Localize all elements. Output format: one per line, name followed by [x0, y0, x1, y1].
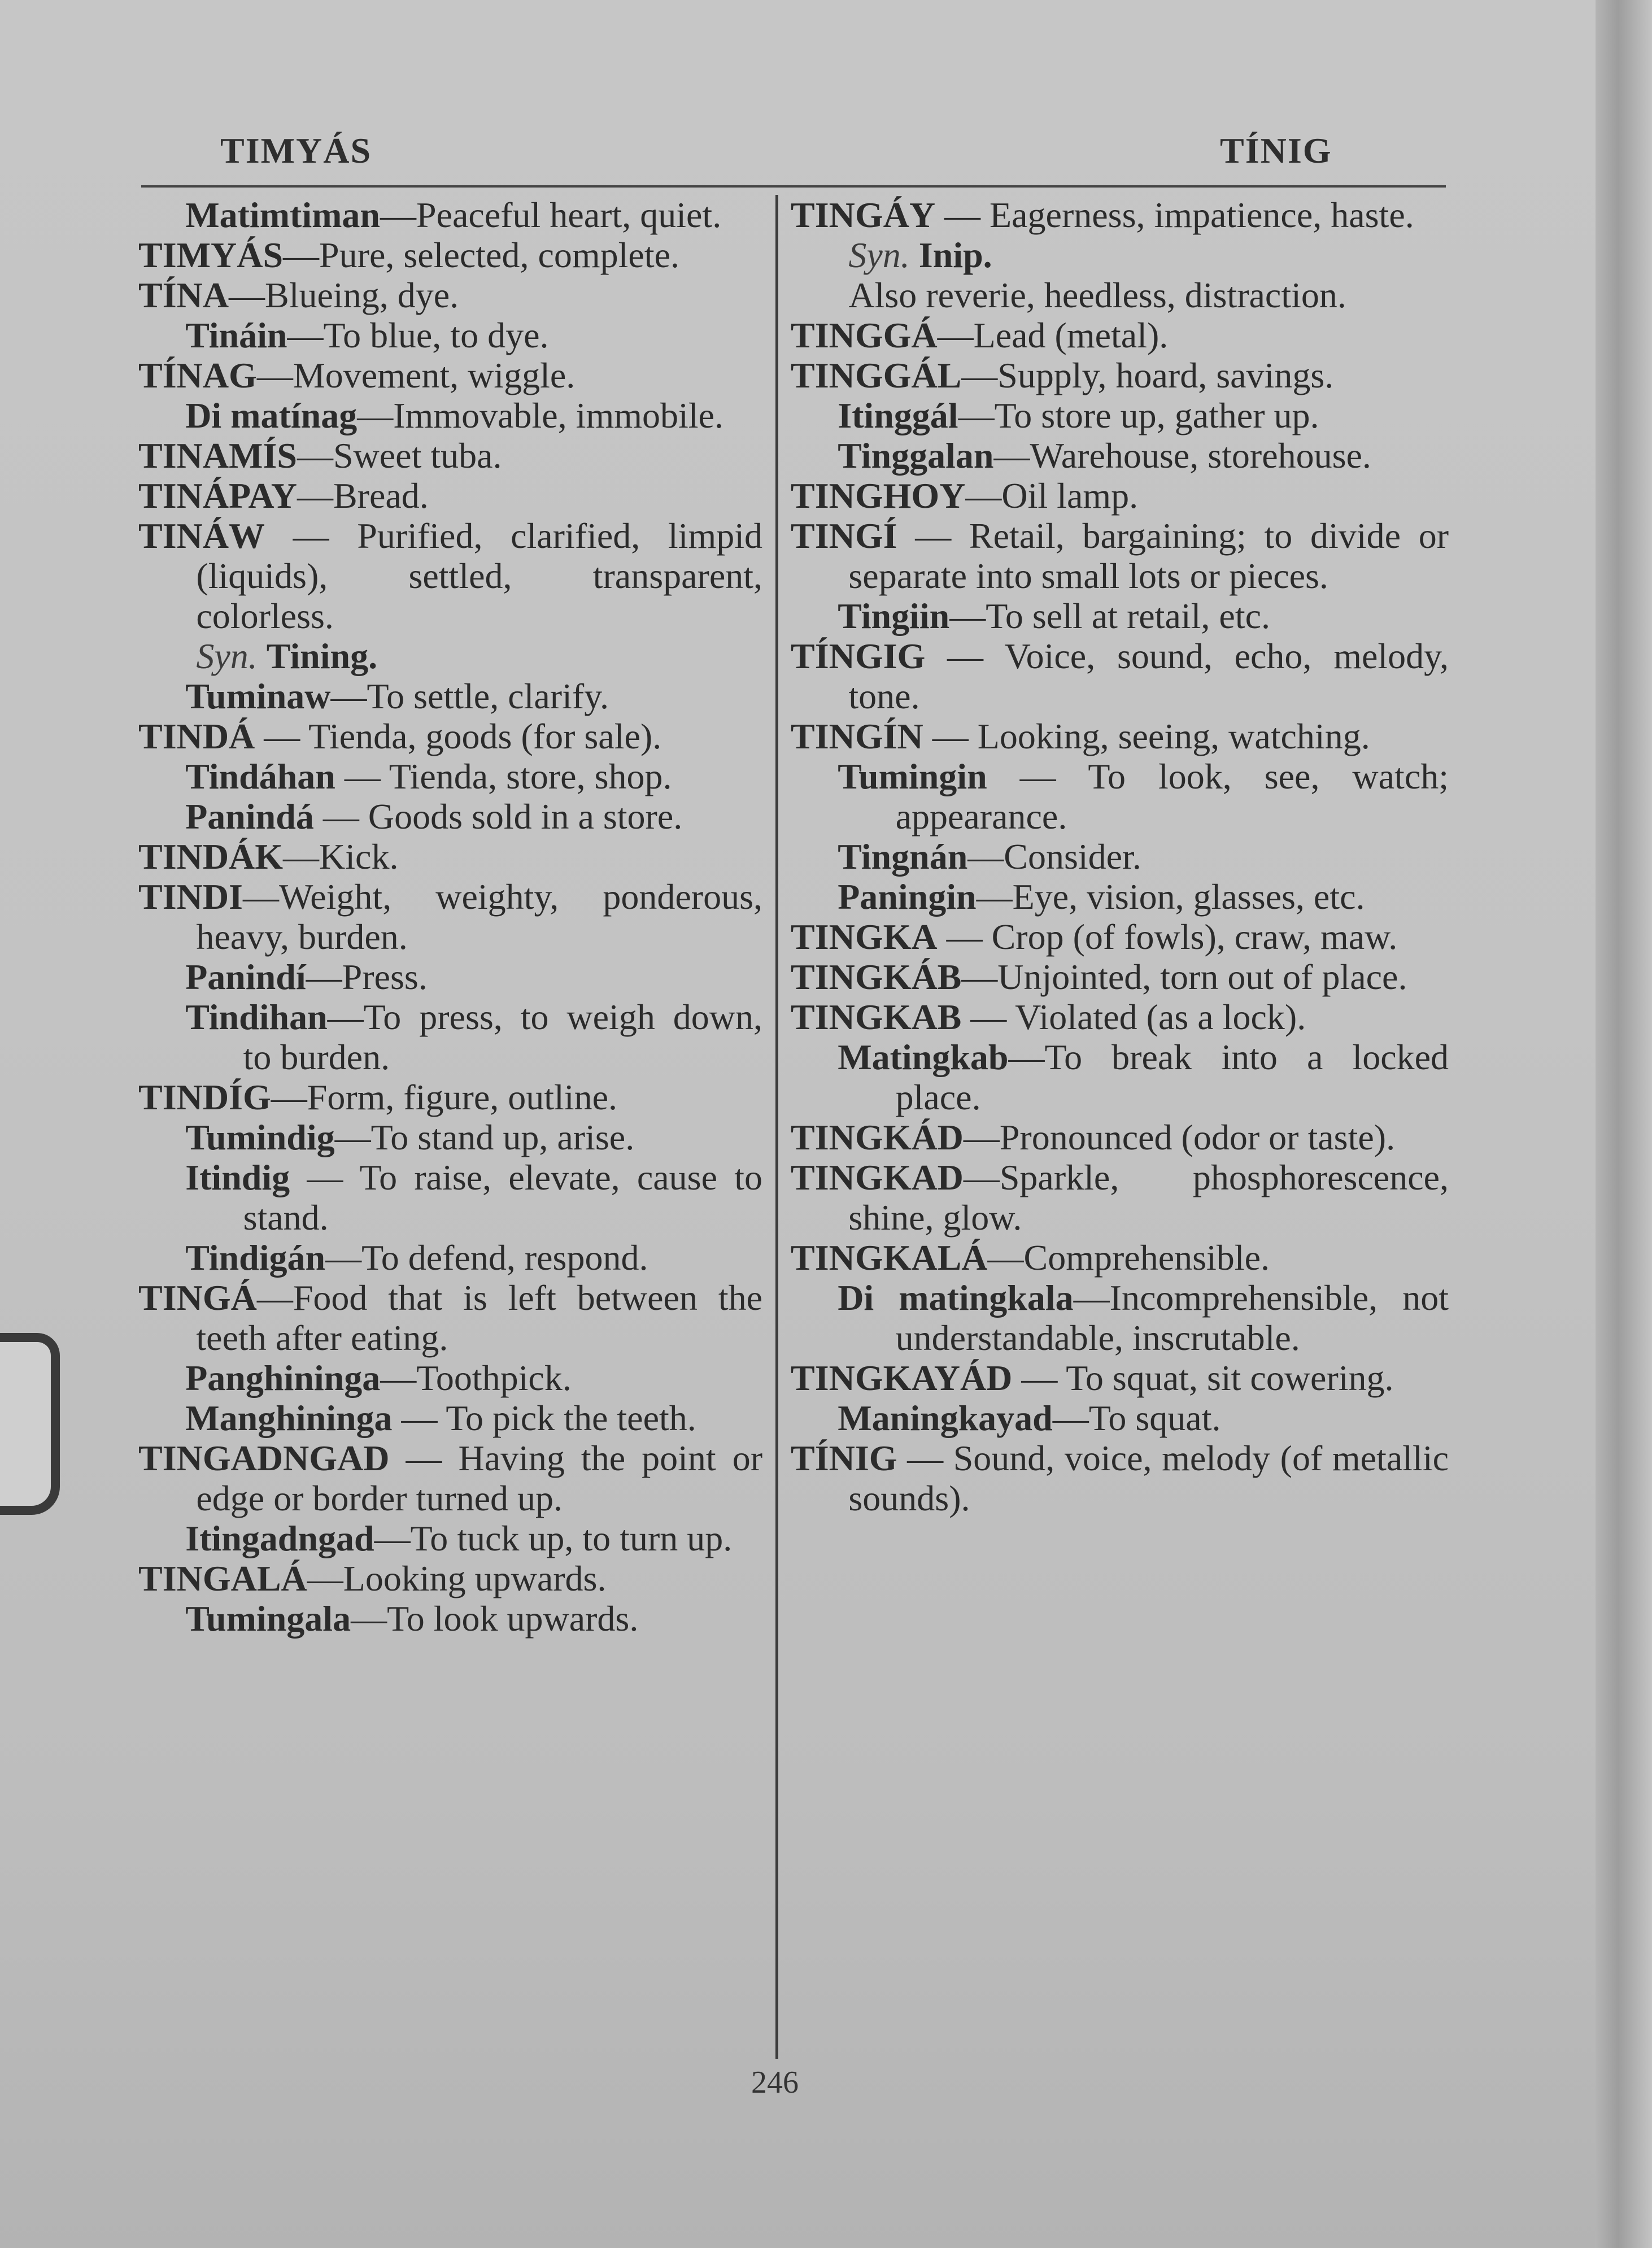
synonym-word: Tining. — [266, 636, 378, 676]
running-header-left: TIMYÁS — [220, 130, 372, 171]
headword: Panghininga — [185, 1358, 381, 1398]
definition: — Violated (as a lock). — [961, 997, 1306, 1037]
subentry — [838, 1278, 1449, 1358]
headword: Itinggál — [838, 395, 958, 435]
headword: Matingkab — [838, 1037, 1009, 1077]
definition: — Having the point or edge or border turned up. — [196, 1438, 762, 1518]
subentry — [838, 837, 1449, 877]
dictionary-entry — [791, 355, 1449, 395]
definition: —Supply, hoard, savings. — [961, 355, 1334, 395]
synonym-line — [196, 636, 762, 676]
subentry — [185, 1358, 762, 1398]
definition: — Looking, seeing, watching. — [923, 716, 1370, 756]
dictionary-entry — [791, 195, 1449, 235]
headword: TÍNGIG — [791, 636, 926, 676]
definition: —Pure, selected, complete. — [283, 235, 679, 275]
headword: TINDÁ — [138, 716, 255, 756]
definition: —Toothpick. — [380, 1358, 572, 1398]
definition: — To look, see, watch; appearance. — [895, 756, 1449, 837]
definition: —Weight, weighty, ponderous, heavy, burden. — [196, 877, 762, 957]
headword: Tináin — [185, 315, 287, 355]
headword: Tumingin — [838, 756, 987, 796]
headword: TINDI — [138, 877, 243, 917]
headword: TINÁPAY — [138, 476, 297, 516]
dictionary-entry — [138, 1438, 762, 1518]
headword: TINGADNGAD — [138, 1438, 390, 1478]
dictionary-entry — [791, 1157, 1449, 1238]
dictionary-entry — [138, 275, 762, 315]
subentry — [185, 1598, 762, 1639]
definition: —To settle, clarify. — [330, 676, 609, 716]
headword: TINGÍN — [791, 716, 923, 756]
dictionary-entry — [791, 476, 1449, 516]
subentry — [185, 957, 762, 997]
dictionary-entry — [138, 476, 762, 516]
definition: —To store up, gather up. — [958, 395, 1319, 435]
entry-note — [848, 275, 1449, 315]
headword: TINGKÁB — [791, 957, 962, 997]
definition: —To squat. — [1052, 1398, 1221, 1438]
headword: TINGHOY — [791, 476, 966, 516]
headword: TINGÁY — [791, 195, 936, 235]
definition: — Voice, sound, echo, melody, tone. — [848, 636, 1449, 716]
dictionary-entry — [791, 516, 1449, 596]
definition: — Tienda, goods (for sale). — [255, 716, 662, 756]
definition: —Food that is left between the teeth after eating. — [196, 1278, 762, 1358]
definition: —Looking upwards. — [307, 1558, 607, 1598]
definition: — Goods sold in a store. — [313, 796, 683, 837]
dictionary-entry — [138, 877, 762, 957]
subentry — [185, 1518, 762, 1558]
definition: — Crop (of fowls), craw, maw. — [937, 917, 1398, 957]
definition: — To pick the teeth. — [392, 1398, 696, 1438]
definition: —Eye, vision, glasses, etc. — [976, 877, 1365, 917]
synonym-line — [848, 235, 1449, 275]
headword: Panindá — [185, 796, 314, 837]
subentry — [838, 1037, 1449, 1117]
headword: Paningin — [838, 877, 977, 917]
headword: Tumindig — [185, 1117, 335, 1157]
definition: —Bread. — [297, 476, 429, 516]
subentry — [185, 1398, 762, 1438]
synonym-label: Syn. — [196, 636, 258, 676]
dictionary-entry — [791, 997, 1449, 1037]
headword: TINDÁK — [138, 837, 284, 877]
headword: Tinggalan — [838, 435, 994, 476]
dictionary-entry — [791, 315, 1449, 355]
definition: —To break into a locked place. — [895, 1037, 1449, 1117]
headword: Matimtiman — [185, 195, 380, 235]
headword: TINGKAB — [791, 997, 962, 1037]
definition: — To raise, elevate, cause to stand. — [243, 1157, 762, 1238]
headword: TIMYÁS — [138, 235, 284, 275]
dictionary-entry — [791, 716, 1449, 756]
note-text: Also reverie, heedless, distraction. — [848, 275, 1346, 315]
definition: —To stand up, arise. — [334, 1117, 635, 1157]
headword: TINAMÍS — [138, 435, 297, 476]
headword: TÍNIG — [791, 1438, 897, 1478]
headword: Di matínag — [185, 395, 358, 435]
dictionary-entry — [138, 1558, 762, 1598]
page-number: 246 — [751, 2065, 799, 2100]
definition: —Form, figure, outline. — [271, 1077, 617, 1117]
definition: —To look upwards. — [351, 1598, 639, 1639]
subentry — [185, 997, 762, 1077]
definition: — Tienda, store, shop. — [335, 756, 672, 796]
subentry — [185, 315, 762, 355]
definition: — Retail, bargaining; to divide or separate into small lots or pieces. — [848, 516, 1449, 596]
headword: TÍNAG — [138, 355, 257, 395]
definition: —Kick. — [283, 837, 399, 877]
headword: TINGKAD — [791, 1157, 964, 1197]
subentry — [185, 676, 762, 716]
definition: —Incomprehensible, not understandable, inscrutable. — [895, 1278, 1449, 1358]
headword: TINÁW — [138, 516, 265, 556]
dictionary-entry — [791, 917, 1449, 957]
subentry — [838, 395, 1449, 435]
definition: —Press. — [306, 957, 428, 997]
dictionary-entry — [138, 1278, 762, 1358]
headword: TINGGÁ — [791, 315, 938, 355]
headword: Di matingkala — [838, 1278, 1074, 1318]
subentry — [838, 877, 1449, 917]
headword: TINGKÁD — [791, 1117, 964, 1157]
definition: —Comprehensible. — [987, 1238, 1270, 1278]
headword: TINDÍG — [138, 1077, 271, 1117]
definition: —Movement, wiggle. — [256, 355, 576, 395]
book-spine-shadow — [1596, 0, 1652, 2248]
definition: —To blue, to dye. — [287, 315, 549, 355]
headword: Tindihan — [185, 997, 328, 1037]
dictionary-entry — [791, 1117, 1449, 1157]
definition: —Immovable, immobile. — [357, 395, 723, 435]
definition: —Unjointed, torn out of place. — [961, 957, 1407, 997]
headword: TINGKA — [791, 917, 938, 957]
headword: Tingnán — [838, 837, 968, 877]
definition: —To press, to weigh down, to burden. — [243, 997, 762, 1077]
definition: —Peaceful heart, quiet. — [380, 195, 722, 235]
definition: —Consider. — [967, 837, 1141, 877]
headword: Panindí — [185, 957, 306, 997]
dictionary-entry — [138, 837, 762, 877]
definition: —To defend, respond. — [325, 1238, 648, 1278]
headword: Tuminaw — [185, 676, 331, 716]
column-divider — [775, 195, 778, 2059]
headword: TÍNA — [138, 275, 229, 315]
headword: Maningkayad — [838, 1398, 1053, 1438]
synonym-label: Syn. — [848, 235, 910, 275]
headword: Tumingala — [185, 1598, 351, 1639]
definition: — To squat, sit cowering. — [1012, 1358, 1394, 1398]
headword: Manghininga — [185, 1398, 393, 1438]
headword: TINGÍ — [791, 516, 897, 556]
dictionary-entry — [138, 1077, 762, 1117]
headword: TINGKAYÁD — [791, 1358, 1013, 1398]
subentry — [185, 395, 762, 435]
headword: TINGGÁL — [791, 355, 962, 395]
dictionary-entry — [138, 435, 762, 476]
dictionary-entry — [138, 516, 762, 636]
dictionary-entry — [791, 1438, 1449, 1518]
definition: — Eagerness, impatience, haste. — [935, 195, 1414, 235]
synonym-word: Inip. — [918, 235, 992, 275]
headword: Itindig — [185, 1157, 290, 1197]
subentry — [185, 195, 762, 235]
running-header-right: TÍNIG — [1220, 130, 1332, 171]
subentry — [185, 1117, 762, 1157]
subentry — [185, 1157, 762, 1238]
definition: —Oil lamp. — [965, 476, 1139, 516]
definition: —Lead (metal). — [937, 315, 1169, 355]
subentry — [185, 1238, 762, 1278]
definition: —Blueing, dye. — [229, 275, 459, 315]
dictionary-entry — [791, 1358, 1449, 1398]
dictionary-entry — [138, 716, 762, 756]
dictionary-entry — [138, 355, 762, 395]
definition: —Pronounced (odor or taste). — [963, 1117, 1396, 1157]
headword: TINGALÁ — [138, 1558, 307, 1598]
dictionary-entry — [791, 957, 1449, 997]
headword: TINGKALÁ — [791, 1238, 988, 1278]
right-column — [791, 195, 1449, 1518]
dictionary-entry — [138, 235, 762, 275]
definition: —To sell at retail, etc. — [949, 596, 1270, 636]
headword: Tindigán — [185, 1238, 326, 1278]
subentry — [838, 596, 1449, 636]
header-rule — [141, 185, 1446, 188]
definition: —To tuck up, to turn up. — [374, 1518, 733, 1558]
subentry — [838, 1398, 1449, 1438]
headword: Itingadngad — [185, 1518, 374, 1558]
subentry — [185, 796, 762, 837]
definition: — Purified, clarified, limpid (liquids), settled, transparent, colorless. — [196, 516, 762, 636]
dictionary-entry — [791, 636, 1449, 716]
left-column — [138, 195, 762, 1639]
headword: Tindáhan — [185, 756, 335, 796]
subentry — [838, 435, 1449, 476]
subentry — [838, 756, 1449, 837]
definition: —Sparkle, phosphorescence, shine, glow. — [848, 1157, 1449, 1238]
headword: TINGÁ — [138, 1278, 257, 1318]
subentry — [185, 756, 762, 796]
definition: —Sweet tuba. — [297, 435, 502, 476]
definition: —Warehouse, storehouse. — [993, 435, 1371, 476]
headword: Tingiin — [838, 596, 950, 636]
page-tab-shape — [0, 1333, 60, 1515]
definition: — Sound, voice, melody (of metallic sounds). — [848, 1438, 1449, 1518]
dictionary-entry — [791, 1238, 1449, 1278]
